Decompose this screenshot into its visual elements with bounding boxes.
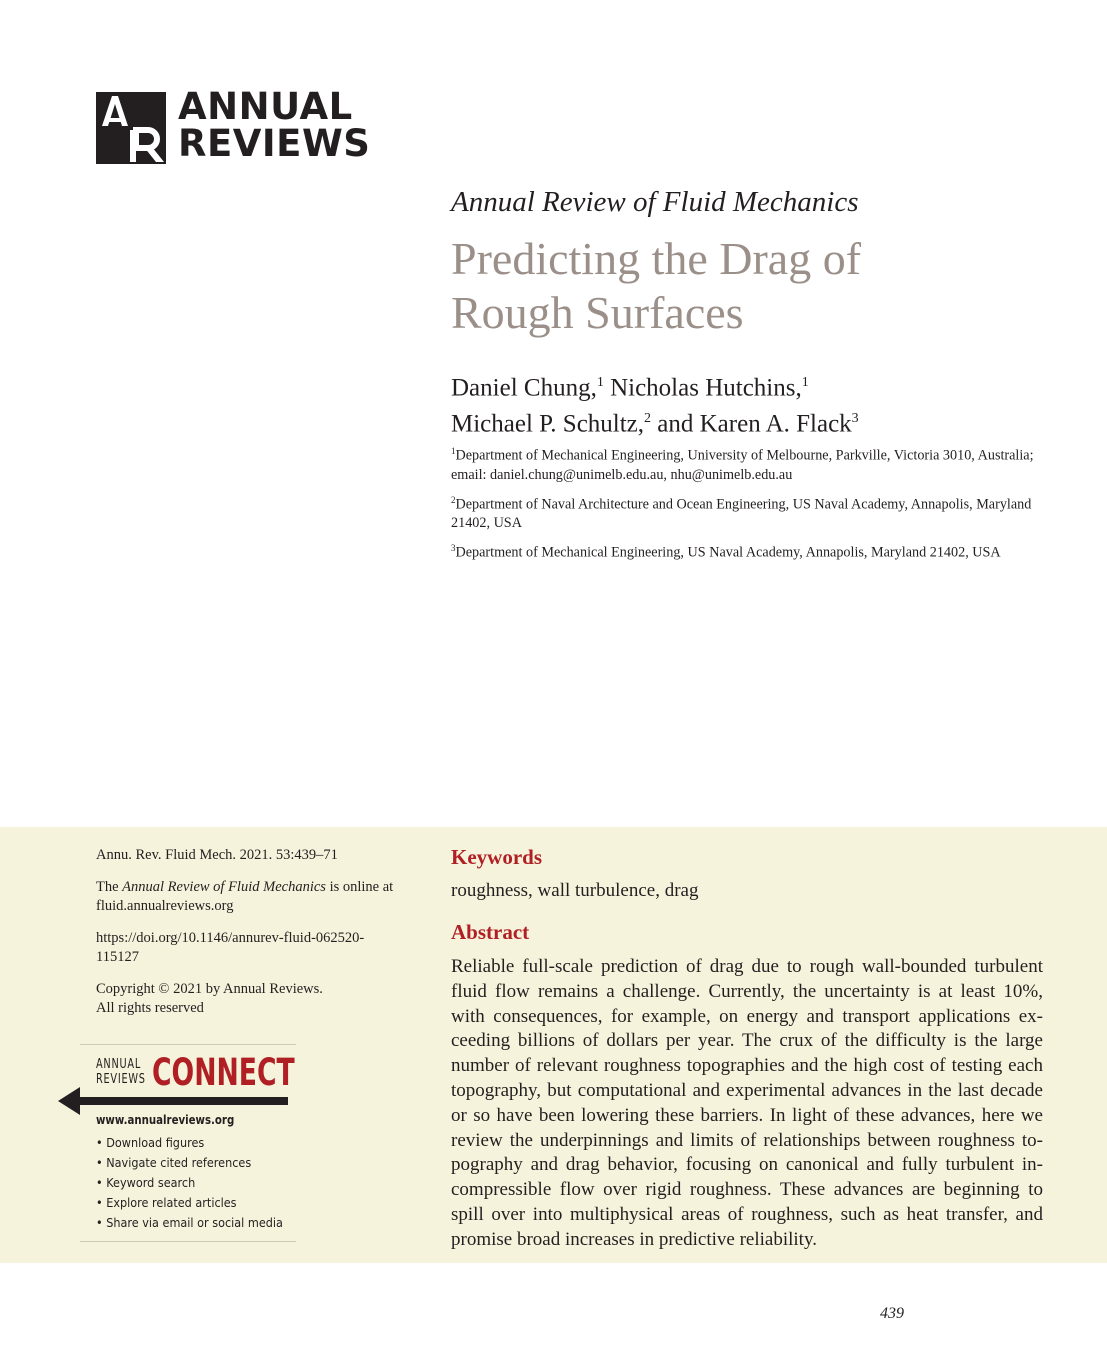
affiliation xyxy=(451,491,1051,534)
author-affiliation-mark: 3 xyxy=(851,411,859,427)
connect-ar-line-2: REVIEWS xyxy=(96,1072,146,1087)
author-name: Nicholas Hutchins, xyxy=(610,374,802,402)
online-notice xyxy=(96,878,396,916)
author-name: Michael P. Schultz, xyxy=(451,410,645,438)
logo-line-annual: ANNUAL xyxy=(178,85,353,128)
affiliation-number: 3 xyxy=(451,543,456,554)
online-notice-suffix: is online at fluid.annualreviews.org xyxy=(96,879,394,914)
keywords-heading: Keywords xyxy=(451,845,542,869)
ar-logo-mark-icon xyxy=(96,92,166,164)
affiliations xyxy=(451,442,1051,569)
connect-features-list xyxy=(96,1133,304,1233)
author-name: Daniel Chung, xyxy=(451,374,597,402)
keywords-text: roughness, wall turbulence, drag xyxy=(451,880,699,901)
list-item: • Navigate cited references xyxy=(96,1153,283,1173)
article-metadata xyxy=(96,846,396,1031)
connect-wordmark: CONNECT xyxy=(152,1051,295,1094)
journal-name: Annual Review of Fluid Mechanics xyxy=(451,186,859,218)
list-item: • Share via email or social media xyxy=(96,1213,283,1233)
online-notice-prefix: The xyxy=(96,879,123,895)
affiliation xyxy=(451,539,1051,563)
affiliation-number: 1 xyxy=(451,446,456,456)
list-item: • Download figures xyxy=(96,1133,283,1153)
title-line-1: Predicting the Drag of xyxy=(451,233,862,284)
abstract-heading: Abstract xyxy=(451,920,530,944)
author-affiliation-mark: 1 xyxy=(596,375,604,390)
title-line-2: Rough Surfaces xyxy=(451,287,744,338)
copyright xyxy=(96,980,396,1018)
affiliation-text: Department of Naval Architecture and Ocean Engineering, US Naval Academy, Annapolis, Maryland 21402, USA xyxy=(451,496,1032,532)
author-affiliation-mark: 1 xyxy=(801,375,809,390)
connect-ar-line-1: ANNUAL xyxy=(96,1057,141,1072)
article-title xyxy=(451,232,861,340)
doi-link[interactable]: https://doi.org/10.1146/annurev-fluid-062520-115127 xyxy=(96,930,365,965)
list-item: • Explore related articles xyxy=(96,1193,283,1213)
page-number: 439 xyxy=(880,1305,904,1322)
citation: Annu. Rev. Fluid Mech. 2021. 53:439–71 xyxy=(96,847,338,863)
author-list xyxy=(451,367,859,440)
affiliation-text: Department of Mechanical Engineering, University of Melbourne, Parkville, Victoria 3010, Australia; email: daniel.chung@unimelb.edu.au, nhu@unimelb.edu.au xyxy=(451,447,1034,483)
copyright-line-1: Copyright © 2021 by Annual Reviews. xyxy=(96,981,323,997)
affiliation-number: 2 xyxy=(451,494,456,505)
logo-wordmark xyxy=(178,85,371,165)
list-item: • Keyword search xyxy=(96,1173,283,1193)
copyright-line-2: All rights reserved xyxy=(96,1000,204,1016)
affiliation xyxy=(451,442,1051,485)
logo-line-reviews: REVIEWS xyxy=(178,122,371,165)
annual-reviews-logo xyxy=(96,85,376,165)
connect-url-link[interactable]: www.annualreviews.org xyxy=(96,1113,235,1127)
author-name: and Karen A. Flack xyxy=(657,410,852,438)
author-affiliation-mark: 2 xyxy=(644,411,652,427)
abstract-text: Reliable full-scale prediction of drag due to rough wall-bounded turbulent fluid flow remains a challenge. Currently, the uncertainty is at least 10%, with consequences, for example, on energy and transport applications exceeding billions of dollars per year. The crux of the difficulty is the large number of relevant roughness topographies and the high cost of testing each topography, but computational and experimental advances in the last decade or so have been lowering these barriers. In light of these advances, here we review the underpinnings and limits of relationships between roughness topography and drag behavior, focusing on canonical and fully turbulent incompressible flow over rigid roughness. These advances are beginning to spill over into multiphysical areas of roughness, such as heat transfer, and promise broad increases in predictive reliability. xyxy=(451,956,1043,1250)
annual-reviews-connect-box xyxy=(80,1044,296,1242)
online-journal-name: Annual Review of Fluid Mechanics xyxy=(122,879,326,895)
affiliation-text: Department of Mechanical Engineering, US Naval Academy, Annapolis, Maryland 21402, USA xyxy=(455,545,1001,562)
